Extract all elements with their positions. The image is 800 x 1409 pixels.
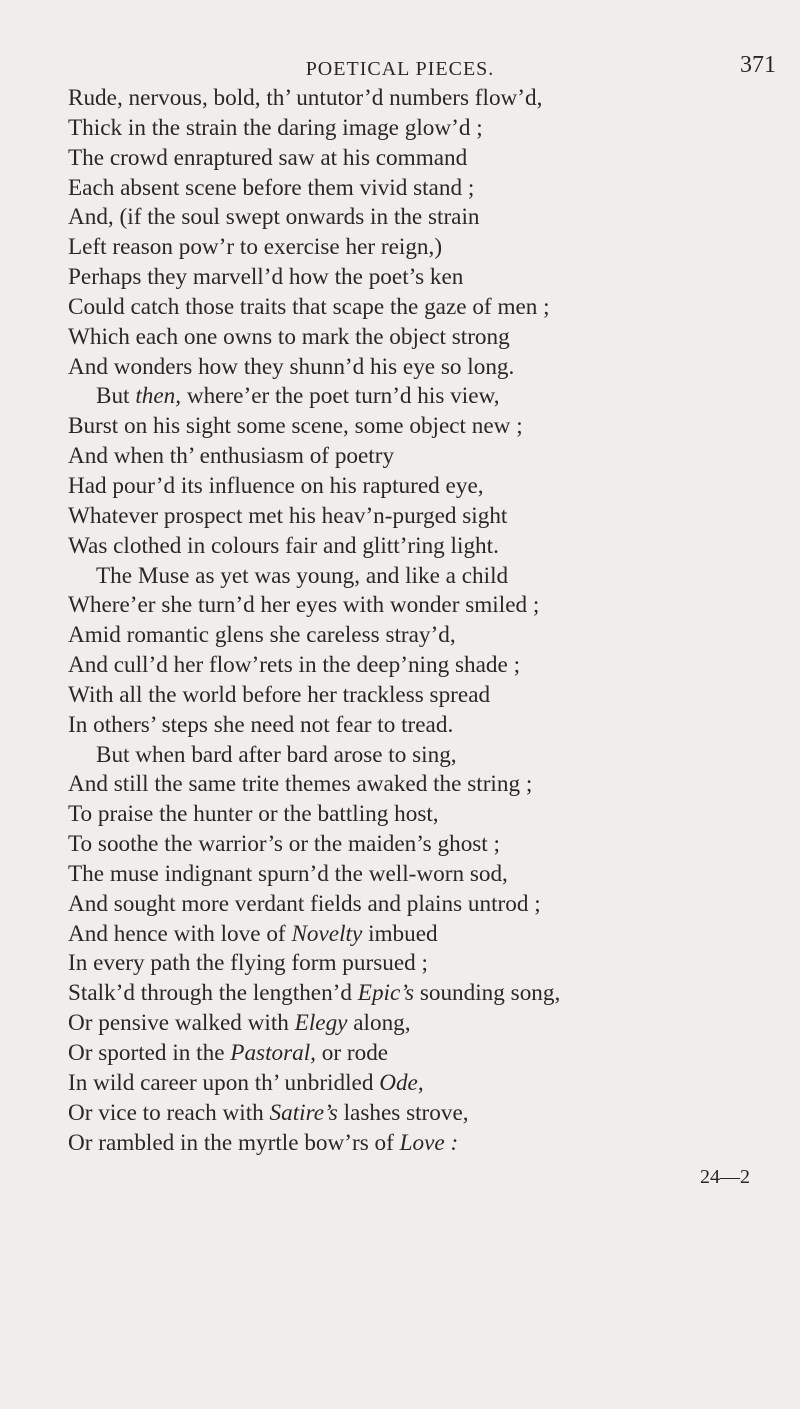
line-text: To praise the hunter or the battling host, bbox=[68, 801, 439, 828]
line-text: To soothe the warrior’s or the maiden’s ghost ; bbox=[68, 831, 500, 858]
poem-line bbox=[68, 920, 768, 950]
page-number: 371 bbox=[740, 52, 776, 78]
line-text: lashes strove, bbox=[337, 1099, 469, 1126]
line-text: The muse indignant spurn’d the well-worn sod, bbox=[68, 860, 508, 887]
running-head: POETICAL PIECES. bbox=[305, 58, 495, 80]
poem-line bbox=[68, 532, 768, 562]
poem-line bbox=[68, 1039, 768, 1069]
line-text: Burst on his sight some scene, some object new ; bbox=[68, 413, 523, 440]
poem-line bbox=[68, 741, 768, 771]
signature-mark: 24—2 bbox=[700, 1166, 750, 1188]
line-text: where’er the poet turn’d his view, bbox=[181, 383, 500, 410]
line-text: Stalk’d through the lengthen’d bbox=[68, 980, 358, 1007]
poem-line bbox=[68, 591, 768, 621]
line-text: But when bard after bard arose to sing, bbox=[96, 741, 457, 768]
line-text: In others’ steps she need not fear to tread. bbox=[68, 711, 454, 738]
line-text: The Muse as yet was young, and like a child bbox=[96, 562, 509, 589]
poem-line bbox=[68, 621, 768, 651]
poem-line bbox=[68, 293, 768, 323]
line-text: In wild career upon th’ unbridled bbox=[68, 1069, 380, 1096]
line-text: Thick in the strain the daring image glow’d ; bbox=[68, 114, 483, 141]
line-text: And cull’d her flow’rets in the deep’ning shade ; bbox=[68, 652, 521, 679]
poem-line bbox=[68, 84, 768, 114]
poem-line bbox=[68, 562, 768, 592]
poem-line bbox=[68, 412, 768, 442]
poem-line bbox=[68, 144, 768, 174]
line-text: But bbox=[96, 383, 136, 410]
line-text: sounding song, bbox=[414, 980, 561, 1007]
poem-text bbox=[68, 84, 768, 1158]
italic-text: Satire’s bbox=[269, 1099, 338, 1126]
poem-line bbox=[68, 114, 768, 144]
line-text: And, (if the soul swept onwards in the strain bbox=[68, 204, 480, 231]
poem-line bbox=[68, 1099, 768, 1129]
italic-text: Love : bbox=[399, 1129, 459, 1156]
line-text: Or rambled in the myrtle bow’rs of bbox=[68, 1129, 400, 1156]
line-text: Which each one owns to mark the object strong bbox=[68, 323, 510, 350]
italic-text: then, bbox=[135, 383, 182, 410]
poem-line bbox=[68, 353, 768, 383]
line-text: And hence with love of bbox=[68, 920, 292, 947]
poem-line bbox=[68, 263, 768, 293]
line-text: Whatever prospect met his heav’n-purged sight bbox=[68, 502, 508, 529]
poem-line bbox=[68, 770, 768, 800]
poem-line bbox=[68, 174, 768, 204]
line-text: And still the same trite themes awaked the string ; bbox=[68, 771, 533, 798]
line-text: along, bbox=[347, 1010, 411, 1037]
italic-text: Pastoral, bbox=[230, 1040, 316, 1066]
poem-line bbox=[68, 949, 768, 979]
poem-line bbox=[68, 382, 768, 412]
poem-line bbox=[68, 233, 768, 263]
poem-line bbox=[68, 860, 768, 890]
poem-line bbox=[68, 502, 768, 532]
poem-line bbox=[68, 800, 768, 830]
line-text: Perhaps they marvell’d how the poet’s ken bbox=[68, 264, 464, 291]
line-text: With all the world before her trackless spread bbox=[68, 681, 491, 708]
poem-line bbox=[68, 442, 768, 472]
poem-line bbox=[68, 203, 768, 233]
poem-line bbox=[68, 651, 768, 681]
poem-line bbox=[68, 890, 768, 920]
poem-line bbox=[68, 323, 768, 353]
line-text: And when th’ enthusiasm of poetry bbox=[68, 443, 395, 470]
line-text: Was clothed in colours fair and glitt’ring light. bbox=[68, 532, 499, 559]
line-text: Each absent scene before them vivid stand ; bbox=[68, 174, 475, 201]
poem-line bbox=[68, 830, 768, 860]
italic-text: Epic’s bbox=[357, 980, 415, 1007]
line-text: Where’er she turn’d her eyes with wonder smiled ; bbox=[68, 592, 540, 619]
line-text: Or vice to reach with bbox=[68, 1099, 270, 1126]
poem-line bbox=[68, 979, 768, 1009]
line-text: Could catch those traits that scape the gaze of men ; bbox=[68, 293, 550, 320]
line-text: Had pour’d its influence on his raptured eye, bbox=[68, 472, 484, 499]
line-text: Amid romantic glens she careless stray’d, bbox=[68, 622, 456, 649]
poem-line bbox=[68, 1009, 768, 1039]
poem-line bbox=[68, 1129, 768, 1159]
poem-line bbox=[68, 681, 768, 711]
line-text: or rode bbox=[315, 1040, 389, 1066]
italic-text: Novelty bbox=[291, 920, 363, 947]
line-text: The crowd enraptured saw at his command bbox=[68, 144, 468, 171]
line-text: Or sported in the bbox=[68, 1040, 231, 1066]
line-text: imbued bbox=[362, 920, 438, 947]
italic-text: Elegy bbox=[294, 1010, 348, 1037]
line-text: Or pensive walked with bbox=[68, 1010, 295, 1037]
italic-text: Ode, bbox=[379, 1069, 424, 1096]
line-text: And sought more verdant fields and plains untrod ; bbox=[68, 890, 541, 917]
line-text: And wonders how they shunn’d his eye so long. bbox=[68, 353, 515, 380]
poem-line bbox=[68, 472, 768, 502]
line-text: Rude, nervous, bold, th’ untutor’d numbers flow’d, bbox=[68, 85, 543, 111]
line-text: In every path the flying form pursued ; bbox=[68, 950, 428, 977]
line-text: Left reason pow’r to exercise her reign,) bbox=[68, 234, 443, 261]
poem-line bbox=[68, 711, 768, 741]
poem-line bbox=[68, 1069, 768, 1099]
